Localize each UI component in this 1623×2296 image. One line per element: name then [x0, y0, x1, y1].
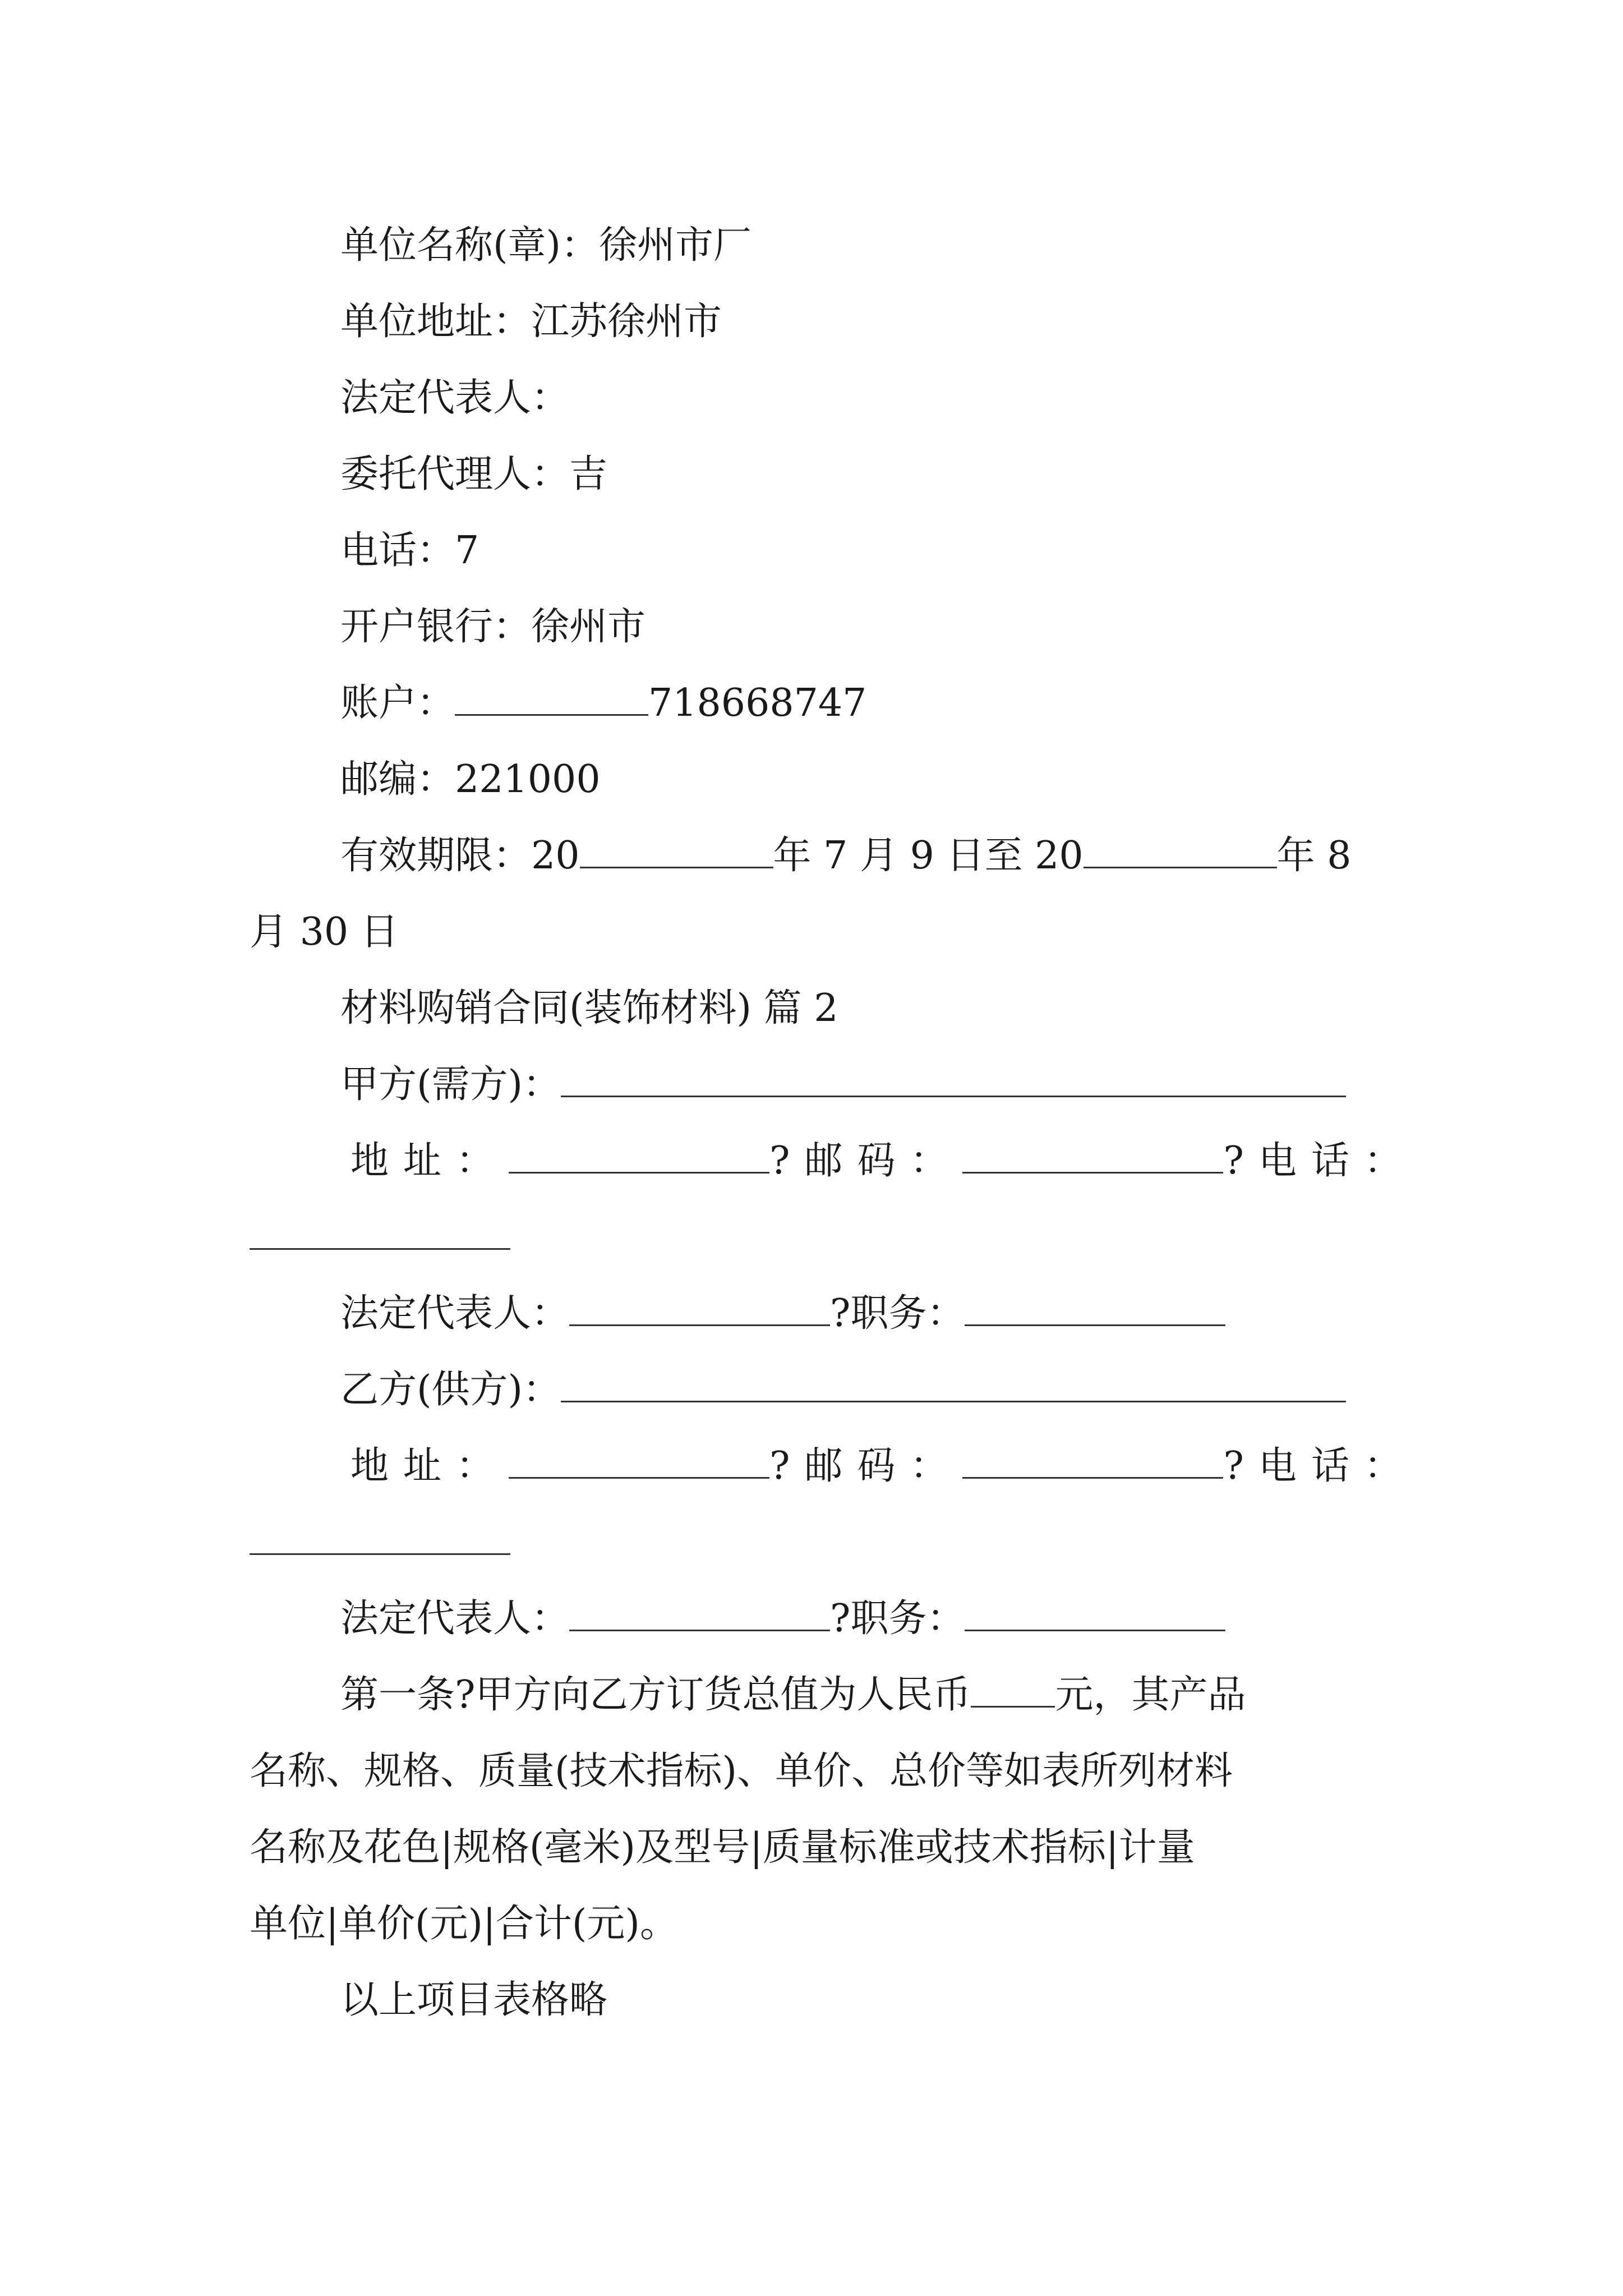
party-b-blank [561, 1368, 1346, 1402]
validity-line [340, 834, 1352, 878]
party-a-address-blank [509, 1139, 769, 1174]
party-b-rep-line [340, 1596, 1225, 1641]
agent-line: 委托代理人：吉 [340, 452, 608, 496]
party-a-postcode-label: ?邮码： [769, 1139, 963, 1183]
account-blank [455, 682, 648, 716]
postcode-line: 邮编：221000 [340, 757, 601, 802]
party-a-position-label: ?职务： [830, 1291, 965, 1336]
table-omitted-note: 以上项目表格略 [340, 1978, 608, 2022]
article1-line4: 单位|单价(元)|合计(元)。 [250, 1902, 678, 1946]
legal-rep-line: 法定代表人： [340, 376, 570, 420]
party-b-address-label: 地址： [351, 1444, 509, 1488]
party-b-contact-line [351, 1444, 1417, 1489]
article1-text-b: 元，其产品 [1055, 1673, 1246, 1717]
article1-line2: 名称、规格、质量(技术指标)、单价、总价等如表所列材料 [250, 1749, 1233, 1793]
account-number: 718668747 [648, 681, 867, 725]
party-b-address-blank [509, 1444, 769, 1479]
party-a-address-label: 地址： [351, 1139, 509, 1183]
validity-year-blank-1 [580, 834, 773, 868]
party-b-rep-label: 法定代表人： [340, 1596, 570, 1641]
party-b-position-label: ?职务： [830, 1596, 965, 1641]
party-b-label: 乙方(供方)： [340, 1368, 561, 1412]
party-a-line [340, 1062, 1346, 1107]
party-b-postcode-label: ?邮码： [769, 1444, 963, 1488]
bank-line: 开户银行：徐州市 [340, 605, 646, 649]
article1-text-a: 第一条?甲方向乙方订货总值为人民币 [340, 1673, 971, 1717]
party-a-phone-continuation [250, 1215, 510, 1260]
party-a-postcode-blank [962, 1139, 1223, 1174]
account-label: 账户： [340, 681, 455, 725]
validity-prefix: 有效期限：20 [340, 834, 580, 878]
validity-mid: 年 7 月 9 日至 20 [773, 834, 1083, 878]
party-a-rep-line [340, 1291, 1225, 1336]
unit-address-line: 单位地址：江苏徐州市 [340, 300, 722, 344]
article1-line3: 名称及花色|规格(毫米)及型号|质量标准或技术指标|计量 [250, 1825, 1195, 1870]
party-a-contact-line [351, 1139, 1417, 1184]
unit-name-line: 单位名称(章)：徐州市厂 [340, 223, 752, 268]
party-a-phone-blank [250, 1216, 510, 1250]
party-b-phone-label: ?电话： [1223, 1444, 1417, 1488]
phone-line: 电话：7 [340, 528, 479, 573]
party-b-rep-blank [569, 1597, 830, 1631]
party-b-line [340, 1368, 1346, 1412]
account-line [340, 681, 866, 726]
validity-continuation: 月 30 日 [250, 910, 399, 954]
party-b-postcode-blank [962, 1444, 1223, 1479]
article1-line1 [340, 1673, 1246, 1718]
article1-amount-blank [971, 1673, 1055, 1708]
party-a-label: 甲方(需方)： [340, 1062, 561, 1107]
party-a-rep-label: 法定代表人： [340, 1291, 570, 1336]
party-a-phone-label: ?电话： [1223, 1139, 1417, 1183]
validity-year-blank-2 [1083, 834, 1277, 868]
party-a-blank [561, 1063, 1346, 1097]
party-b-position-blank [965, 1597, 1225, 1631]
party-b-phone-blank [250, 1521, 510, 1555]
validity-end: 年 8 [1276, 834, 1352, 878]
party-a-rep-blank [569, 1292, 830, 1326]
party-a-position-blank [965, 1292, 1225, 1326]
section-title: 材料购销合同(装饰材料) 篇 2 [340, 986, 838, 1030]
party-b-phone-continuation [250, 1520, 510, 1565]
